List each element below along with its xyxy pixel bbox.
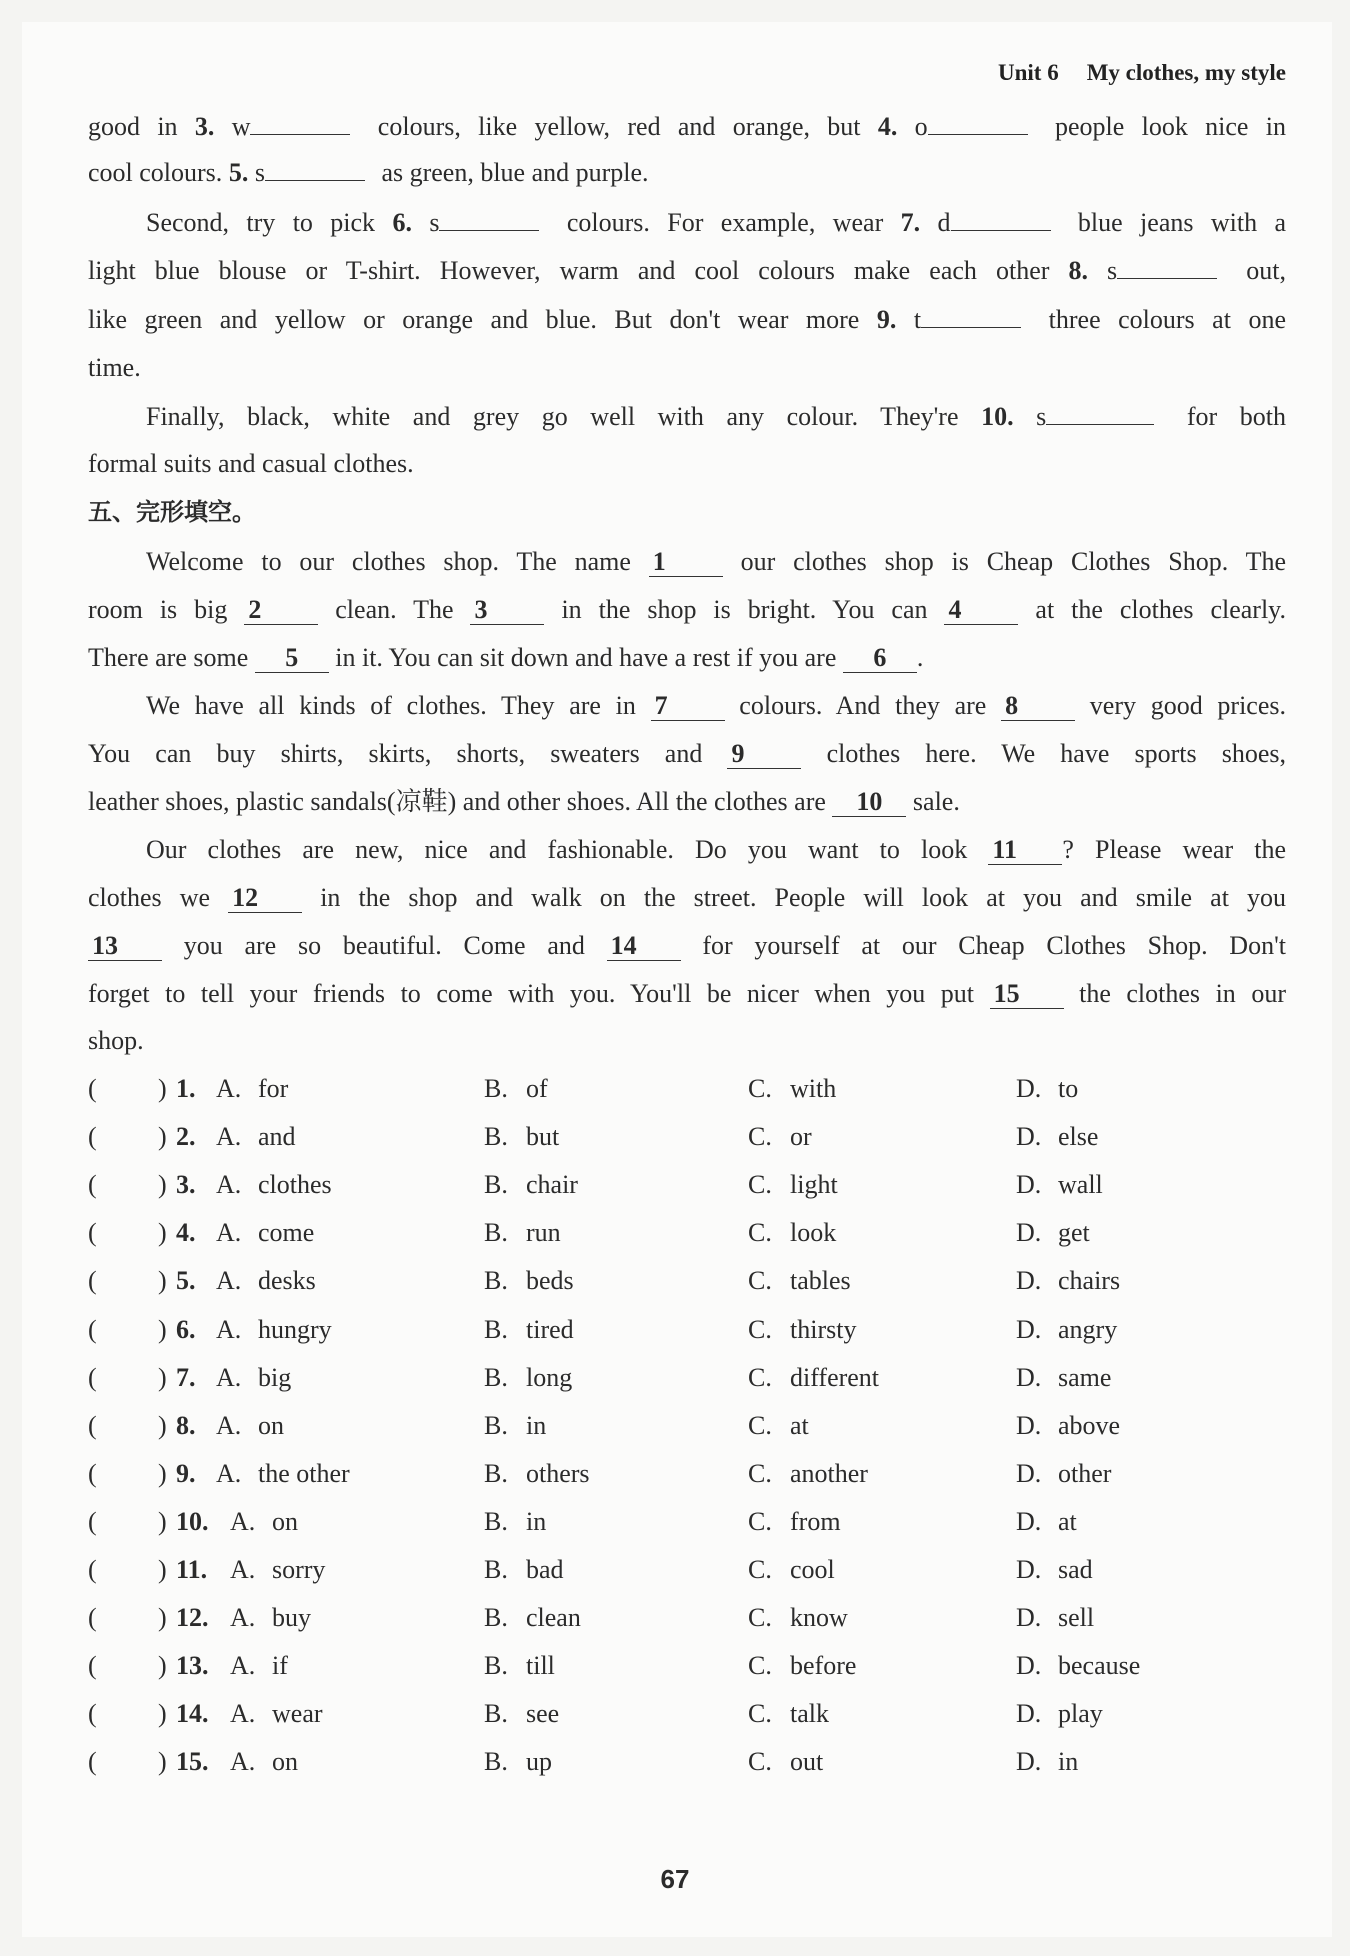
cloze-blank: 1 [649,548,723,577]
answer-paren-left[interactable]: ( [88,1507,97,1536]
running-header [998,60,1286,86]
cloze-blank: 12 [228,884,302,913]
passage1-line-2: cool colours. 5. s as green, blue and purple. [88,153,1286,193]
cloze-blank: 8 [1001,692,1075,721]
question-number: 13. [176,1651,209,1680]
question-row [88,1310,1278,1350]
option-d: D. get [1016,1218,1090,1247]
answer-paren-left[interactable]: ( [88,1218,97,1247]
question-row [88,1694,1278,1734]
option-a: A. if [230,1651,288,1680]
option-a: A. clothes [216,1170,332,1199]
answer-paren-left[interactable]: ( [88,1603,97,1632]
unit-label: Unit 6 [998,60,1059,85]
option-c: C. thirsty [748,1315,857,1344]
answer-paren-right: ) [158,1074,167,1103]
question-number: 6. [176,1315,196,1344]
question-row [88,1117,1278,1157]
answer-paren-right: ) [158,1699,167,1728]
answer-paren-left[interactable]: ( [88,1411,97,1440]
unit-title: My clothes, my style [1086,60,1286,85]
option-c: C. look [748,1218,837,1247]
option-b: B. see [484,1699,560,1728]
cloze-blank: 13 [88,932,162,961]
option-b: B. in [484,1507,547,1536]
question-number: 1. [176,1074,196,1103]
option-b: B. but [484,1122,560,1151]
option-b: B. bad [484,1555,564,1584]
answer-paren-left[interactable]: ( [88,1363,97,1392]
answer-paren-left[interactable]: ( [88,1459,97,1488]
option-d: D. angry [1016,1315,1118,1344]
cloze-blank: 11 [988,836,1062,865]
option-c: C. different [748,1363,880,1392]
option-d: D. to [1016,1074,1079,1103]
answer-paren-left[interactable]: ( [88,1074,97,1103]
option-a: A. hungry [216,1315,332,1344]
answer-paren-right: ) [158,1315,167,1344]
cloze-line-2: room is big 2 clean. The 3 in the shop is bright. You can 4 at the clothes clearly. [88,595,1286,624]
option-b: B. till [484,1651,555,1680]
option-c: C. with [748,1074,837,1103]
question-number: 15. [176,1747,209,1776]
answer-paren-right: ) [158,1411,167,1440]
question-number: 2. [176,1122,196,1151]
answer-paren-left[interactable]: ( [88,1555,97,1584]
cloze-blank: 10 [832,788,906,817]
cloze-line-8: clothes we 12 in the shop and walk on the street. People will look at you and smile at you [88,883,1286,912]
option-d: D. in [1016,1747,1079,1776]
option-b: B. chair [484,1170,578,1199]
option-b: B. tired [484,1315,574,1344]
cloze-blank: 3 [470,596,544,625]
section-title: 五、完形填空。 [88,498,256,526]
option-d: D. other [1016,1459,1112,1488]
passage1-line-1: good in 3. w colours, like yellow, red and orange, but 4. o people look nice in [88,107,1286,147]
option-a: A. on [216,1411,284,1440]
option-c: C. light [748,1170,838,1199]
question-row [88,1598,1278,1638]
option-d: D. wall [1016,1170,1103,1199]
option-a: A. buy [230,1603,311,1632]
cloze-blank: 7 [651,692,725,721]
option-a: A. sorry [230,1555,326,1584]
option-c: C. cool [748,1555,835,1584]
question-row [88,1646,1278,1686]
answer-blank-7[interactable] [951,204,1051,231]
answer-paren-right: ) [158,1459,167,1488]
answer-paren-left[interactable]: ( [88,1699,97,1728]
answer-paren-right: ) [158,1218,167,1247]
question-row [88,1502,1278,1542]
answer-blank-5[interactable] [265,154,365,181]
question-row [88,1213,1278,1253]
option-a: A. on [230,1507,298,1536]
passage1-line-6: time. [88,353,141,382]
answer-blank-6[interactable] [439,204,539,231]
option-a: A. on [230,1747,298,1776]
answer-paren-right: ) [158,1555,167,1584]
answer-paren-left[interactable]: ( [88,1170,97,1199]
cloze-line-10: forget to tell your friends to come with you. You'll be nicer when you put 15 the clothes in our [88,979,1286,1008]
answer-blank-10[interactable] [1046,398,1154,425]
option-b: B. run [484,1218,561,1247]
option-a: A. the other [216,1459,350,1488]
answer-paren-right: ) [158,1747,167,1776]
answer-paren-right: ) [158,1507,167,1536]
question-number: 9. [176,1459,196,1488]
option-d: D. sad [1016,1555,1093,1584]
passage1-line-5: like green and yellow or orange and blue. But don't wear more 9. t three colours at one [88,300,1286,340]
cloze-line-3: There are some 5 in it. You can sit down and have a rest if you are 6 . [88,643,924,672]
answer-paren-right: ) [158,1651,167,1680]
cloze-blank: 6 [843,644,917,673]
cloze-blank: 9 [727,740,801,769]
cloze-line-6: leather shoes, plastic sandals(凉鞋) and other shoes. All the clothes are 10 sale. [88,787,960,816]
question-number: 11. [176,1555,208,1584]
answer-paren-left[interactable]: ( [88,1315,97,1344]
cloze-blank: 2 [244,596,318,625]
question-row [88,1454,1278,1494]
option-d: D. above [1016,1411,1121,1440]
option-c: C. talk [748,1699,829,1728]
cloze-line-11: shop. [88,1026,144,1055]
option-b: B. clean [484,1603,581,1632]
cloze-line-9: 13 you are so beautiful. Come and 14 for yourself at our Cheap Clothes Shop. Don't [88,926,1286,966]
option-a: A. for [216,1074,289,1103]
answer-paren-left[interactable]: ( [88,1266,97,1295]
question-number: 8. [176,1411,196,1440]
question-number: 4. [176,1218,196,1247]
option-b: B. in [484,1411,547,1440]
passage1-line-3: Second, try to pick 6. s colours. For example, wear 7. d blue jeans with a [88,203,1286,243]
option-d: D. sell [1016,1603,1095,1632]
option-d: D. at [1016,1507,1077,1536]
question-row [88,1069,1278,1109]
question-number: 12. [176,1603,209,1632]
answer-paren-left[interactable]: ( [88,1747,97,1776]
answer-paren-left[interactable]: ( [88,1122,97,1151]
passage1-line-4: light blue blouse or T-shirt. However, warm and cool colours make each other 8. s out, [88,251,1286,291]
option-c: C. out [748,1747,824,1776]
question-number: 10. [176,1507,209,1536]
option-b: B. beds [484,1266,574,1295]
answer-paren-right: ) [158,1266,167,1295]
answer-paren-right: ) [158,1603,167,1632]
question-row [88,1358,1278,1398]
option-a: A. big [216,1363,292,1392]
answer-blank-3[interactable] [250,108,350,135]
cloze-line-1: Welcome to our clothes shop. The name 1 our clothes shop is Cheap Clothes Shop. The [146,547,1287,576]
answer-paren-right: ) [158,1363,167,1392]
answer-paren-right: ) [158,1170,167,1199]
passage1-line-7: Finally, black, white and grey go well with any colour. They're 10. s for both [88,397,1286,437]
cloze-blank: 15 [990,980,1064,1009]
answer-blank-4[interactable] [928,108,1028,135]
option-c: C. before [748,1651,857,1680]
option-d: D. else [1016,1122,1099,1151]
cloze-blank: 4 [944,596,1018,625]
question-number: 5. [176,1266,196,1295]
question-number: 3. [176,1170,196,1199]
question-row [88,1165,1278,1205]
answer-paren-left[interactable]: ( [88,1651,97,1680]
option-a: A. desks [216,1266,316,1295]
option-d: D. because [1016,1651,1141,1680]
option-c: C. at [748,1411,809,1440]
option-c: C. know [748,1603,848,1632]
answer-paren-right: ) [158,1122,167,1151]
option-d: D. same [1016,1363,1112,1392]
question-row [88,1742,1278,1782]
option-b: B. of [484,1074,548,1103]
option-c: C. from [748,1507,841,1536]
option-a: A. wear [230,1699,323,1728]
answer-blank-9[interactable] [921,301,1021,328]
option-c: C. tables [748,1266,851,1295]
option-d: D. play [1016,1699,1103,1728]
cloze-blank: 5 [255,644,329,673]
cloze-line-4: We have all kinds of clothes. They are in 7 colours. And they are 8 very good prices. [146,691,1287,720]
page-number: 67 [660,1864,690,1894]
question-number: 14. [176,1699,209,1728]
question-row [88,1406,1278,1446]
option-c: C. another [748,1459,868,1488]
question-row [88,1550,1278,1590]
option-a: A. come [216,1218,315,1247]
passage1-line-8: formal suits and casual clothes. [88,449,414,478]
question-row [88,1261,1278,1301]
option-b: B. long [484,1363,573,1392]
cloze-blank: 14 [607,932,681,961]
option-d: D. chairs [1016,1266,1121,1295]
question-number: 7. [176,1363,196,1392]
answer-blank-8[interactable] [1117,252,1217,279]
option-c: C. or [748,1122,812,1151]
option-b: B. others [484,1459,590,1488]
option-a: A. and [216,1122,296,1151]
cloze-line-5: You can buy shirts, skirts, shorts, sweaters and 9 clothes here. We have sports shoes, [88,739,1286,768]
option-b: B. up [484,1747,552,1776]
cloze-line-7: Our clothes are new, nice and fashionable. Do you want to look 11 ? Please wear the [146,835,1286,864]
